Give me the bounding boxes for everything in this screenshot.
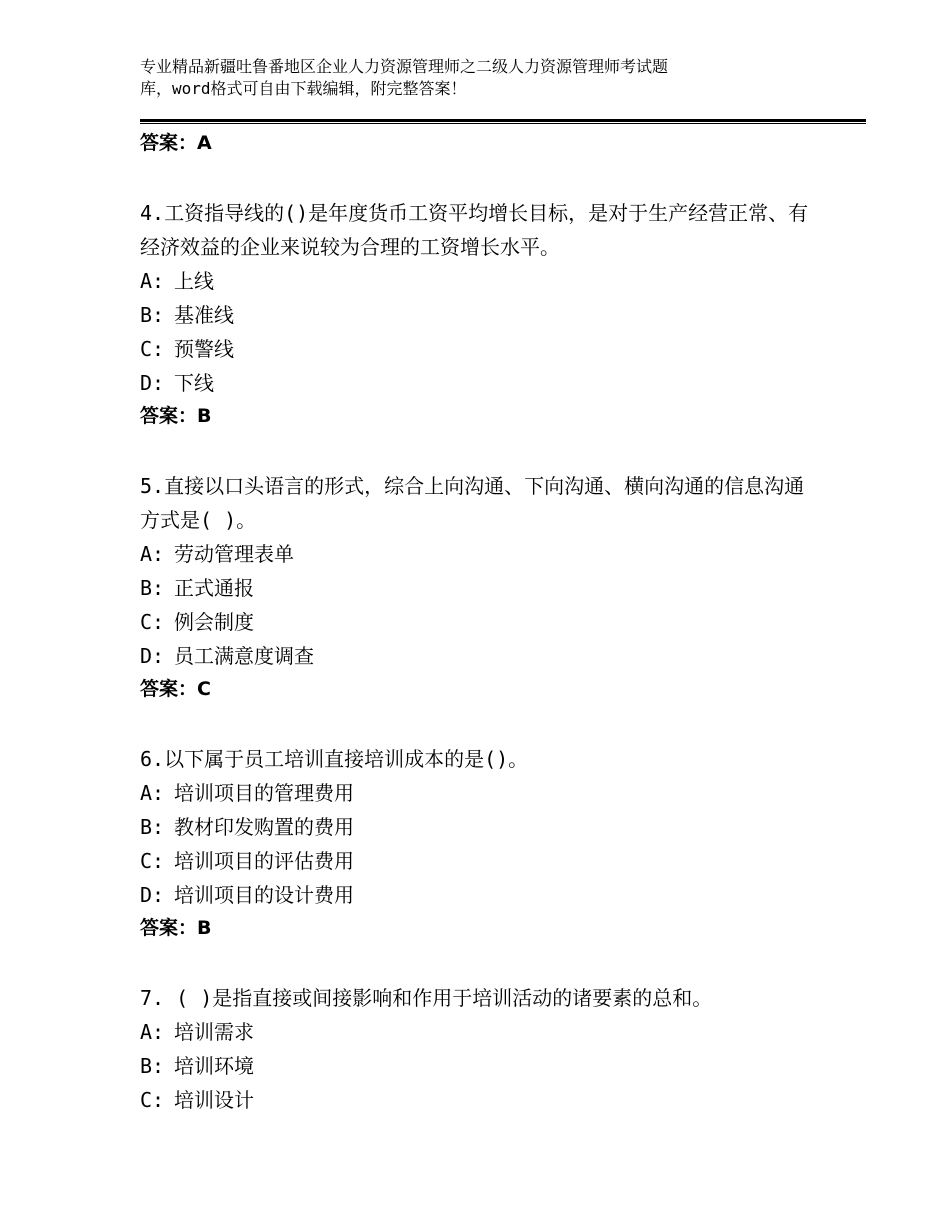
option-key: B:: [140, 576, 165, 600]
option-b: [140, 298, 820, 332]
option-text: 员工满意度调查: [174, 644, 314, 668]
question-stem: 6.以下属于员工培训直接培训成本的是()。: [140, 747, 529, 771]
option-a: [140, 776, 820, 810]
option-text: 培训需求: [174, 1020, 254, 1044]
option-text: 培训项目的管理费用: [174, 781, 354, 805]
option-b: [140, 1049, 820, 1083]
option-b: [140, 810, 820, 844]
question-stem: 5.直接以口头语言的形式，综合上向沟通、下向沟通、横向沟通的信息沟通方式是( )。: [140, 474, 805, 532]
option-key: D:: [140, 371, 165, 395]
answer-previous: 答案：A: [140, 132, 212, 154]
option-b: [140, 571, 820, 605]
option-c: [140, 605, 820, 639]
question-4: [140, 196, 820, 431]
option-d: [140, 639, 820, 673]
option-text: 培训项目的评估费用: [174, 849, 354, 873]
option-text: 正式通报: [174, 576, 254, 600]
question-answer: 答案：B: [140, 405, 212, 427]
option-c: [140, 1083, 820, 1117]
option-text: 预警线: [174, 337, 234, 361]
option-key: A:: [140, 542, 165, 566]
question-5: [140, 469, 820, 704]
option-text: 上线: [174, 269, 214, 293]
question-stem: 7. ( )是指直接或间接影响和作用于培训活动的诸要素的总和。: [140, 986, 713, 1010]
option-text: 教材印发购置的费用: [174, 815, 354, 839]
question-stem: 4.工资指导线的()是年度货币工资平均增长目标，是对于生产经营正常、有经济效益的企业来说较为合理的工资增长水平。: [140, 201, 809, 259]
option-text: 培训设计: [174, 1088, 254, 1112]
question-answer: 答案：B: [140, 917, 212, 939]
question-7: [140, 981, 820, 1117]
option-text: 例会制度: [174, 610, 254, 634]
header-divider: [140, 119, 866, 124]
option-key: C:: [140, 849, 165, 873]
question-answer: 答案：C: [140, 678, 211, 700]
option-text: 劳动管理表单: [174, 542, 294, 566]
option-c: [140, 844, 820, 878]
option-key: B:: [140, 815, 165, 839]
header-title-line-1: 专业精品新疆吐鲁番地区企业人力资源管理师之二级人力资源管理师考试题: [140, 57, 669, 76]
page-header: [140, 56, 820, 100]
option-a: [140, 537, 820, 571]
option-key: D:: [140, 883, 165, 907]
option-text: 基准线: [174, 303, 234, 327]
question-6: [140, 742, 820, 943]
option-d: [140, 878, 820, 912]
option-text: 下线: [174, 371, 214, 395]
option-d: [140, 366, 820, 400]
option-text: 培训环境: [174, 1054, 254, 1078]
option-key: C:: [140, 1088, 165, 1112]
option-key: A:: [140, 781, 165, 805]
option-key: A:: [140, 269, 165, 293]
option-c: [140, 332, 820, 366]
option-text: 培训项目的设计费用: [174, 883, 354, 907]
option-key: B:: [140, 1054, 165, 1078]
option-key: C:: [140, 610, 165, 634]
header-title-line-2: 库，word格式可自由下载编辑，附完整答案！: [140, 79, 467, 98]
option-key: B:: [140, 303, 165, 327]
document-body: [140, 128, 820, 1117]
option-key: A:: [140, 1020, 165, 1044]
option-key: C:: [140, 337, 165, 361]
option-a: [140, 1015, 820, 1049]
option-key: D:: [140, 644, 165, 668]
option-a: [140, 264, 820, 298]
